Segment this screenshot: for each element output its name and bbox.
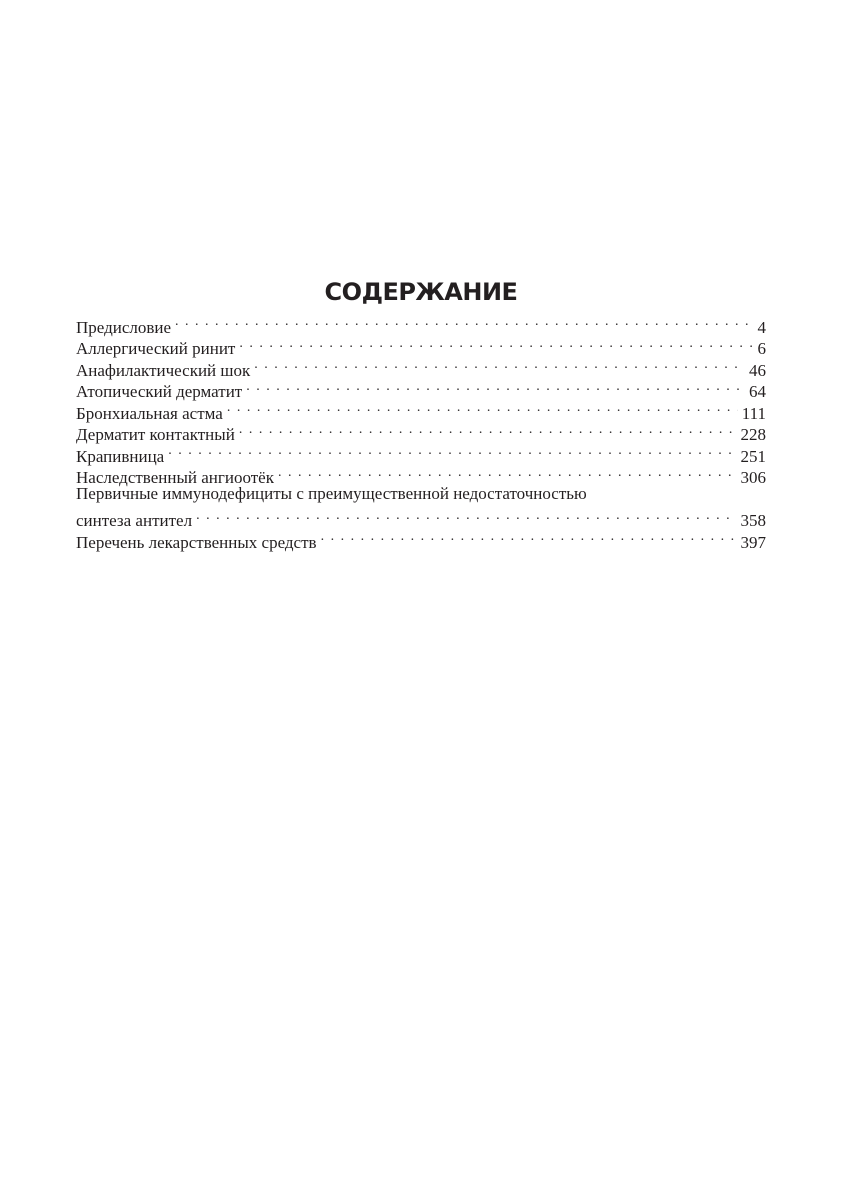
toc-entry-page: 358: [740, 511, 766, 530]
toc-entry-page: 6: [757, 339, 766, 358]
toc-entry-line2: [76, 505, 766, 530]
toc-dot-leader: [196, 505, 736, 527]
toc-entry[interactable]: [76, 311, 766, 337]
toc-entry[interactable]: [76, 440, 766, 466]
toc-entry-label: Наследственный ангиоотёк: [76, 468, 274, 487]
toc-entry-label-line2: синтеза антител: [76, 511, 193, 530]
toc-dot-leader: [254, 354, 745, 376]
page-title: СОДЕРЖАНИЕ: [324, 278, 518, 306]
toc-entry[interactable]: [76, 483, 766, 530]
toc-dot-leader: [239, 333, 753, 355]
toc-dot-leader: [321, 526, 737, 548]
toc-dot-leader: [175, 311, 753, 333]
toc-entry-page: 64: [749, 382, 766, 401]
table-of-contents: [76, 311, 766, 552]
toc-entry-page: 228: [740, 425, 766, 444]
toc-entry-label: Предисловие: [76, 317, 172, 337]
toc-entry-page: 306: [740, 468, 766, 487]
toc-entry-page: 46: [749, 360, 766, 380]
toc-dot-leader: [278, 462, 737, 484]
toc-entry-page: 397: [740, 532, 766, 552]
toc-entry[interactable]: [76, 333, 766, 358]
toc-dot-leader: [246, 376, 745, 398]
toc-entry-label: Бронхиальная астма: [76, 403, 223, 423]
toc-entry-label-line1: Первичные иммунодефициты с преимущественной недостаточностью: [76, 484, 587, 503]
toc-entry-page: 111: [741, 403, 766, 423]
toc-entry-page: 4: [757, 317, 766, 337]
toc-dot-leader: [168, 440, 736, 462]
toc-entry-label: Аллергический ринит: [76, 339, 236, 358]
toc-entry-label: Крапивница: [76, 446, 165, 466]
toc-entry-label: Анафилактический шок: [76, 360, 251, 380]
toc-entry-page: 251: [740, 446, 766, 466]
toc-dot-leader: [227, 397, 738, 419]
toc-entry-label: Перечень лекарственных средств: [76, 532, 317, 552]
toc-entry-label: Дерматит контактный: [76, 425, 235, 444]
toc-entry[interactable]: [76, 462, 766, 487]
toc-entry-label: Атопический дерматит: [76, 382, 243, 401]
toc-dot-leader: [239, 419, 737, 441]
